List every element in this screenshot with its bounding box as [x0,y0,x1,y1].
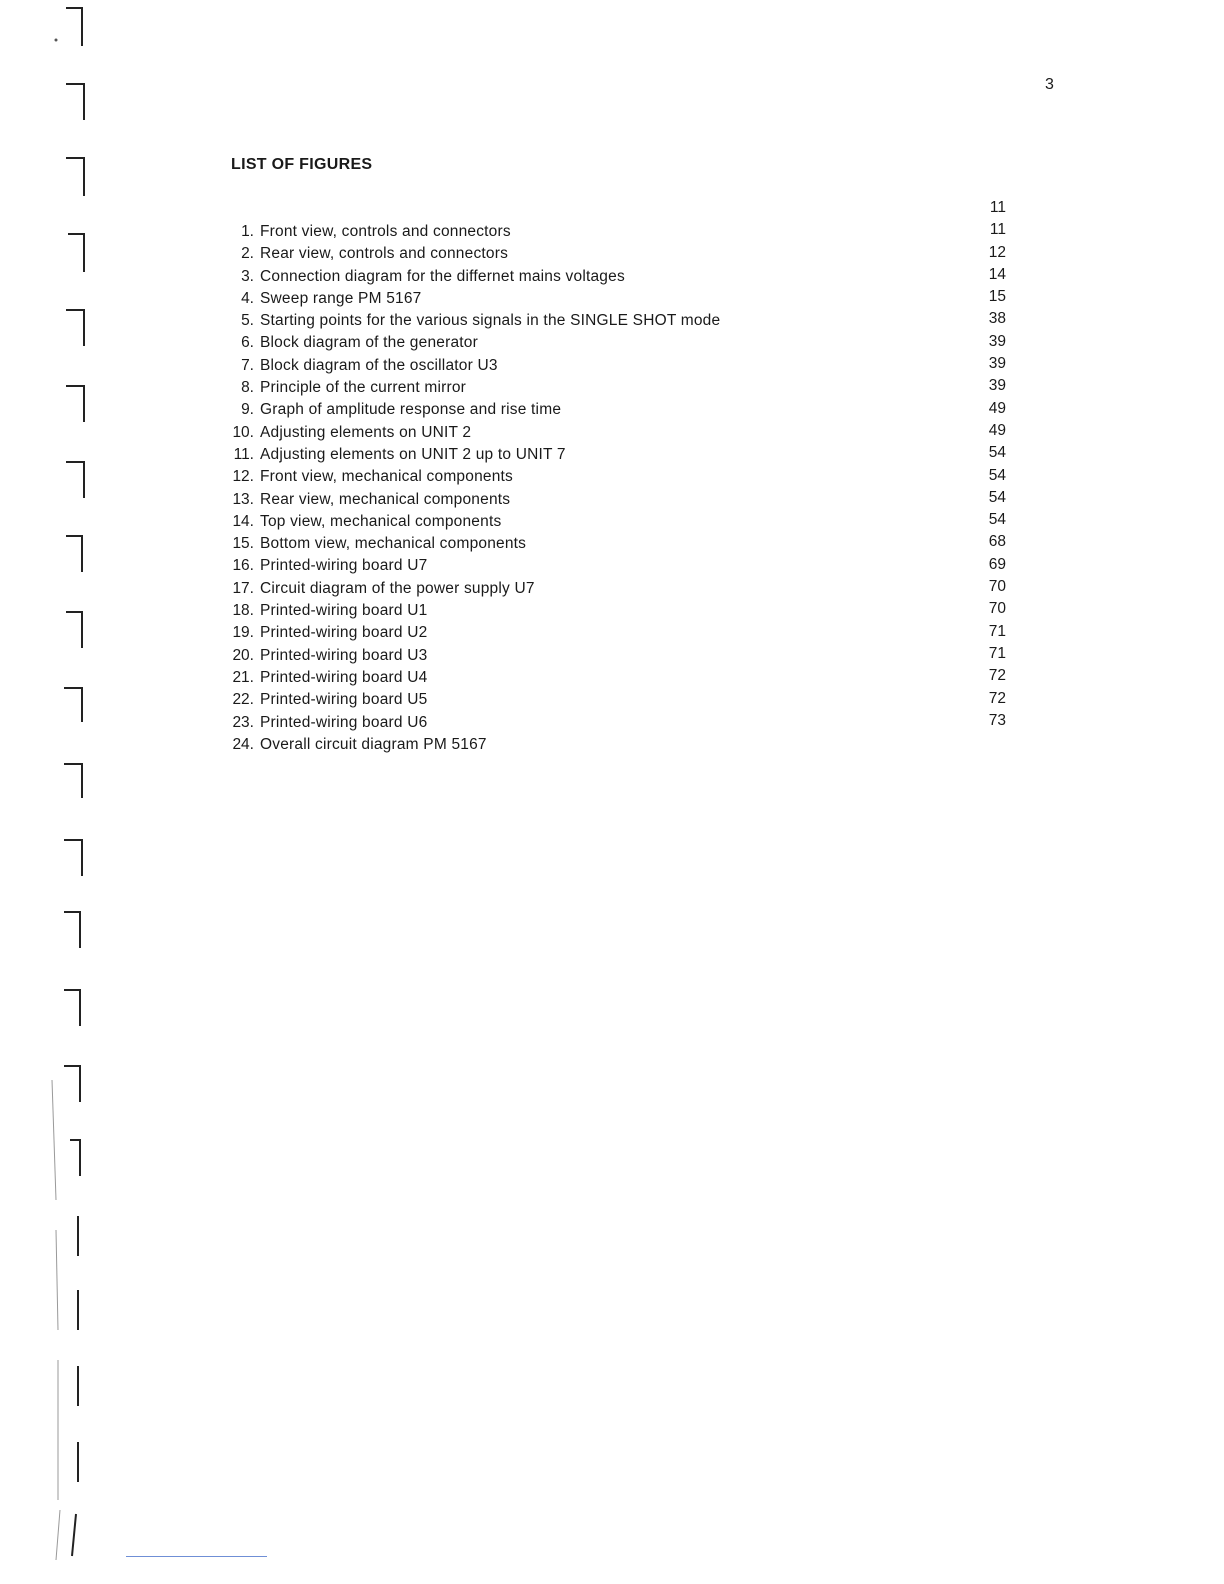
page-ref: 54 [988,444,1006,462]
figure-title: Adjusting elements on UNIT 2 [260,423,472,441]
list-item [222,399,720,421]
figure-number: 10. [232,423,254,441]
page-ref: 39 [988,377,1006,395]
list-item [222,243,720,265]
figure-list [222,221,720,756]
figure-number: 11. [233,445,254,463]
figure-number: 6. [241,334,254,352]
figure-title: Printed-wiring board U7 [260,557,428,575]
list-item [222,533,720,555]
list-item [222,600,720,622]
page-ref: 11 [989,199,1006,216]
list-item [222,422,720,444]
figure-title: Starting points for the various signals in the SINGLE SHOT mode [260,312,721,330]
page-ref: 39 [988,355,1006,373]
list-item [222,555,720,577]
figure-number: 8. [241,379,254,397]
figure-number: 12. [232,468,254,486]
page-ref: 14 [988,265,1006,283]
figure-title: Circuit diagram of the power supply U7 [260,579,535,597]
list-item [222,712,720,734]
page-ref: 49 [988,421,1006,439]
page-ref: 54 [988,488,1006,506]
page-ref: 72 [988,689,1006,707]
list-item [222,489,720,511]
list-item [222,377,720,399]
binder-edge-marks [0,0,100,1584]
list-item [222,332,720,354]
figure-title: Printed-wiring board U6 [260,713,428,731]
list-item [222,266,720,288]
footer-rule [126,1556,267,1557]
figure-title: Top view, mechanical components [260,512,502,530]
page-number: 3 [1045,76,1054,93]
figure-number: 18. [232,602,254,620]
page-ref: 38 [988,310,1006,328]
figure-title: Bottom view, mechanical components [260,535,527,553]
figure-title: Front view, mechanical components [260,468,513,486]
figure-title: Rear view, controls and connectors [260,245,509,263]
figure-number: 9. [241,401,254,419]
figure-title: Principle of the current mirror [260,379,467,397]
figure-number: 7. [241,356,254,374]
figure-number: 19. [232,624,254,642]
figure-number: 3. [241,267,254,285]
figure-number: 16. [232,557,254,575]
page-ref: 49 [988,399,1006,417]
page-ref: 54 [988,511,1006,529]
page-ref: 69 [988,555,1006,573]
page-ref: 39 [988,332,1006,350]
page-ref: 11 [989,221,1006,239]
page-ref: 12 [988,243,1006,261]
list-item [222,288,720,310]
figure-title: Printed-wiring board U2 [260,624,428,642]
figure-title: Printed-wiring board U5 [260,691,428,709]
figure-number: 23. [232,713,254,731]
list-item [222,355,720,377]
figure-title: Rear view, mechanical components [260,490,511,508]
figure-title: Front view, controls and connectors [260,223,511,240]
page-ref: 70 [988,600,1006,618]
page-ref: 71 [988,622,1006,640]
figure-number: 20. [232,646,254,664]
figure-title: Printed-wiring board U3 [260,646,428,664]
list-item [222,734,720,756]
list-item [222,444,720,466]
page-ref: 70 [988,578,1006,596]
list-item [222,622,720,644]
figure-number: 4. [241,289,254,307]
list-item [222,645,720,667]
figure-number: 13. [232,490,254,508]
figure-title: Overall circuit diagram PM 5167 [260,735,487,753]
list-heading: LIST OF FIGURES [231,156,373,173]
list-item [222,310,720,332]
figure-number: 5. [241,312,254,330]
figure-number: 14. [232,512,254,530]
list-item [222,221,720,243]
figure-number: 24. [232,735,254,753]
page-ref: 15 [988,288,1006,306]
figure-title: Printed-wiring board U1 [260,602,428,620]
page-ref: 54 [988,466,1006,484]
page-ref: 73 [988,711,1006,729]
figure-title: Sweep range PM 5167 [260,289,422,307]
figure-number: 15. [232,535,254,553]
list-item [222,511,720,533]
figure-number: 22. [232,691,254,709]
figure-title: Block diagram of the generator [260,334,478,352]
figure-title: Adjusting elements on UNIT 2 up to UNIT 7 [260,445,566,463]
list-item [222,578,720,600]
figure-number: 21. [232,668,254,686]
figure-title: Connection diagram for the differnet mains voltages [260,267,625,285]
list-item [222,689,720,711]
page-ref: 71 [988,644,1006,662]
figure-title: Block diagram of the oscillator U3 [260,356,498,374]
list-item [222,667,720,689]
figure-number: 17. [232,579,254,597]
figure-number: 1. [241,223,254,240]
figure-number: 2. [241,245,254,263]
page-ref: 68 [988,533,1006,551]
figure-title: Printed-wiring board U4 [260,668,428,686]
page-reference-column [970,197,1006,732]
list-item [222,466,720,488]
page-ref: 72 [988,667,1006,685]
figure-title: Graph of amplitude response and rise time [260,401,562,419]
